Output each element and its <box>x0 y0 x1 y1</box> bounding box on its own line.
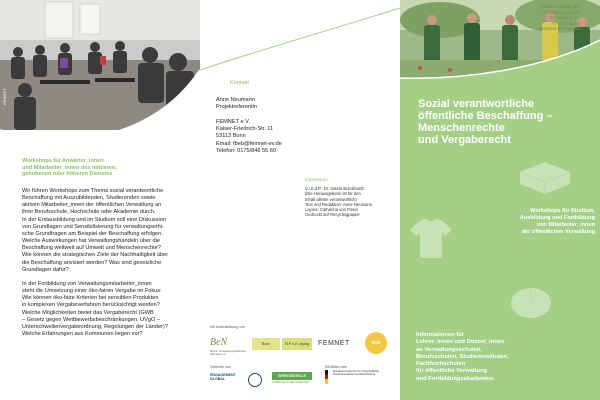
text-line: Unterschwellenvergabeordnung, Regelungen der Länder)? <box>22 323 168 330</box>
text-line: Beschaffung mit Auszubildenden, Studierenden sowie <box>22 195 156 202</box>
impressum-title: Impressum <box>305 177 328 182</box>
left-heading <box>22 158 192 178</box>
text-line: Grundlagen dafür? <box>22 266 69 273</box>
text-line: – Gesetz gegen Wettbewerbsbeschränkungen, UVgO – <box>22 316 160 323</box>
contact-line <box>216 112 376 119</box>
text-line: die Beschaffung anvisiert werden? Was sind gesetzliche <box>22 259 162 266</box>
contact-line: 53113 Bonn <box>216 133 246 140</box>
impressum-line: Layout: Catharina von Poser <box>305 207 359 213</box>
credit-line: der Stadt Bonn <box>549 15 580 20</box>
middle-panel <box>200 0 400 400</box>
text-line: sche Grundfragen am Beispiel der Beschaffung erfolgen. <box>22 230 163 237</box>
right-panel <box>400 0 600 400</box>
heading-line: gehobenen oder höheren Dienstes <box>22 171 113 178</box>
mouse-icon <box>510 286 552 320</box>
audience-line: Lehrer_innen und Dozent_innen <box>416 339 505 346</box>
text-line: Wir führen Workshops zum Thema sozial verantwortliche <box>22 188 164 194</box>
audience-line: und Fortbildungsakademien <box>416 375 494 382</box>
audience-line: für öffentliche Verwaltung <box>416 368 488 375</box>
title-line: Sozial verantwortliche <box>418 98 535 110</box>
audience-line: Berufsschulen, Studieninstituten, <box>416 353 509 360</box>
oeco-logo-text: öco <box>371 340 381 346</box>
femnet-logo-text: FEMNET <box>318 340 350 347</box>
bonn-logo-text: Bonn <box>261 342 271 346</box>
impressum-line: V.i.S.d.P.: Dr. Gisela Burckhardt <box>305 186 364 191</box>
subtitle-line: von Mitarbeiter_innen <box>536 222 595 228</box>
servicestelle-logo <box>272 372 312 380</box>
impressum-block <box>305 186 400 218</box>
ministry-label: Mit Mitteln des <box>325 365 347 369</box>
photo-label: FEMNET <box>2 88 7 105</box>
audience-line: Fachhochschulen <box>416 361 466 368</box>
text-line: steht die Umsetzung einer öko-fairen Vergabe im Fokus: <box>22 288 162 295</box>
photo-credit <box>470 4 580 32</box>
credit-line: © Stadt Bonn <box>552 20 580 26</box>
contact-line: FEMNET e.V. <box>216 118 250 125</box>
paragraph-2 <box>22 281 192 338</box>
audience-line: Informationen für <box>416 332 464 338</box>
audience-line: an Verwaltungsschulen, <box>416 346 483 353</box>
text-line: Wie können öko-faire Kriterien bei sensiblen Produkten <box>22 295 159 302</box>
bonn-logo <box>252 338 280 350</box>
shirt-icon <box>410 218 452 258</box>
text-line: in komplexen Vergabeverfahren berücksichtigt werden? <box>22 302 160 309</box>
credit-line: Faire Kleidung des <box>541 4 580 9</box>
heading-line: Workshops für Anwärter_innen <box>22 158 104 164</box>
text-line: In der Fortbildung von Verwaltungsmitarbeiter_innen <box>22 280 152 287</box>
impressum-line: (Die Herausgeberin ist für den <box>305 191 361 197</box>
title-line: öffentliche Beschaffung – <box>418 110 553 122</box>
credit-line: Grünflächenamtes <box>542 9 580 15</box>
kommunen-text: KOMMUNEN IN DER EINEN WELT <box>272 381 311 384</box>
credit-line: Barbara Frommann <box>540 26 580 31</box>
ben-caption: Bonner entwicklungspolitisches Netzwerk e.V. <box>210 350 247 356</box>
impressum-line: Inhalt alleine verantwortlich) <box>305 196 357 202</box>
left-body <box>22 188 192 345</box>
oeco-logo <box>365 332 387 354</box>
text-line: Beschaffung weltweit auf Umwelt und Menschenrechte? <box>22 245 161 252</box>
flp-logo <box>282 338 312 350</box>
text-line: Welche Erfahrungen aus Kommunen liegen vor? <box>22 330 143 337</box>
paragraph-1 <box>22 188 192 274</box>
globe-icon <box>248 373 262 387</box>
servicestelle-text: SERVICESTELLE <box>278 374 306 378</box>
funder-logos <box>210 370 395 400</box>
kontakt-block <box>216 97 376 155</box>
ben-logo-text: BeN <box>210 337 228 348</box>
subtitle-line: Ausbildung und Fortbildung <box>519 215 595 221</box>
left-panel <box>0 0 200 400</box>
impressum-line: Gedruckt auf Recyclingpapier <box>305 212 360 218</box>
email-link[interactable]: Email: fbeb@femnet-ev.de <box>216 140 282 147</box>
ben-logo <box>210 332 248 356</box>
text-line: von Grundlagen und Sensibilisierung für verwaltungsethi- <box>22 223 164 230</box>
ministry-name: Bundesministerium für wirtschaftliche Zusammenarbeit und Entwicklung <box>333 369 380 377</box>
contact-line: Anne Neumann <box>216 97 255 103</box>
flag-icon <box>325 370 328 384</box>
kontakt-title: Kontakt <box>230 80 249 86</box>
box-icon <box>520 162 570 194</box>
funded-by-label: Gefördert von <box>210 365 231 369</box>
engagement-global-logo <box>210 373 246 381</box>
flp-logo-text: FLP e.V. Leipzig <box>284 342 310 346</box>
text-line: Welche Auswirkungen hat Verwaltungshandeln über die <box>22 238 160 245</box>
contact-line: Projektreferentin <box>216 104 258 111</box>
text-line: aktiven Mitarbeiter_innen der öffentlichen Verwaltung an <box>22 202 162 209</box>
curve-decoration <box>0 0 200 160</box>
phone-line: Telefon: 0175/846 55 60 <box>216 148 277 155</box>
ministry-logo <box>325 370 395 390</box>
text-line: ihrer Berufsschule, Hochschule oder Akademie durch. <box>22 209 156 216</box>
subtitle <box>460 208 595 236</box>
text-line: Wie können die strategischen Ziele der Nachhaltigkeit über <box>22 252 169 259</box>
subtitle-line: Workshops für Studium, <box>530 208 595 214</box>
main-title <box>418 98 596 146</box>
contact-line: Kaiser-Friedrich-Str. 11 <box>216 126 274 133</box>
audience-info <box>416 332 596 383</box>
title-line: und Vergaberecht <box>418 134 511 146</box>
heading-line: und Mitarbeiter_innen des mittleren, <box>22 164 117 171</box>
title-line: Menschenrechte <box>418 122 505 134</box>
text-line: In der Erstausbildung und im Studium soll eine Diskussion <box>22 216 166 223</box>
impressum-line: Text und Redaktion: Anne Neumann <box>305 201 373 207</box>
partner-logos <box>210 330 395 360</box>
engagement-global-text: ENGAGEMENT GLOBAL <box>210 373 236 381</box>
femnet-logo <box>318 340 360 350</box>
curve-line <box>200 0 400 80</box>
subtitle-line: der öffentlichen Verwaltung <box>521 229 595 235</box>
support-title: Mit Unterstützung von <box>210 325 245 329</box>
text-line: Welche Möglichkeiten bietet das Vergaberecht (GWB <box>22 309 154 316</box>
